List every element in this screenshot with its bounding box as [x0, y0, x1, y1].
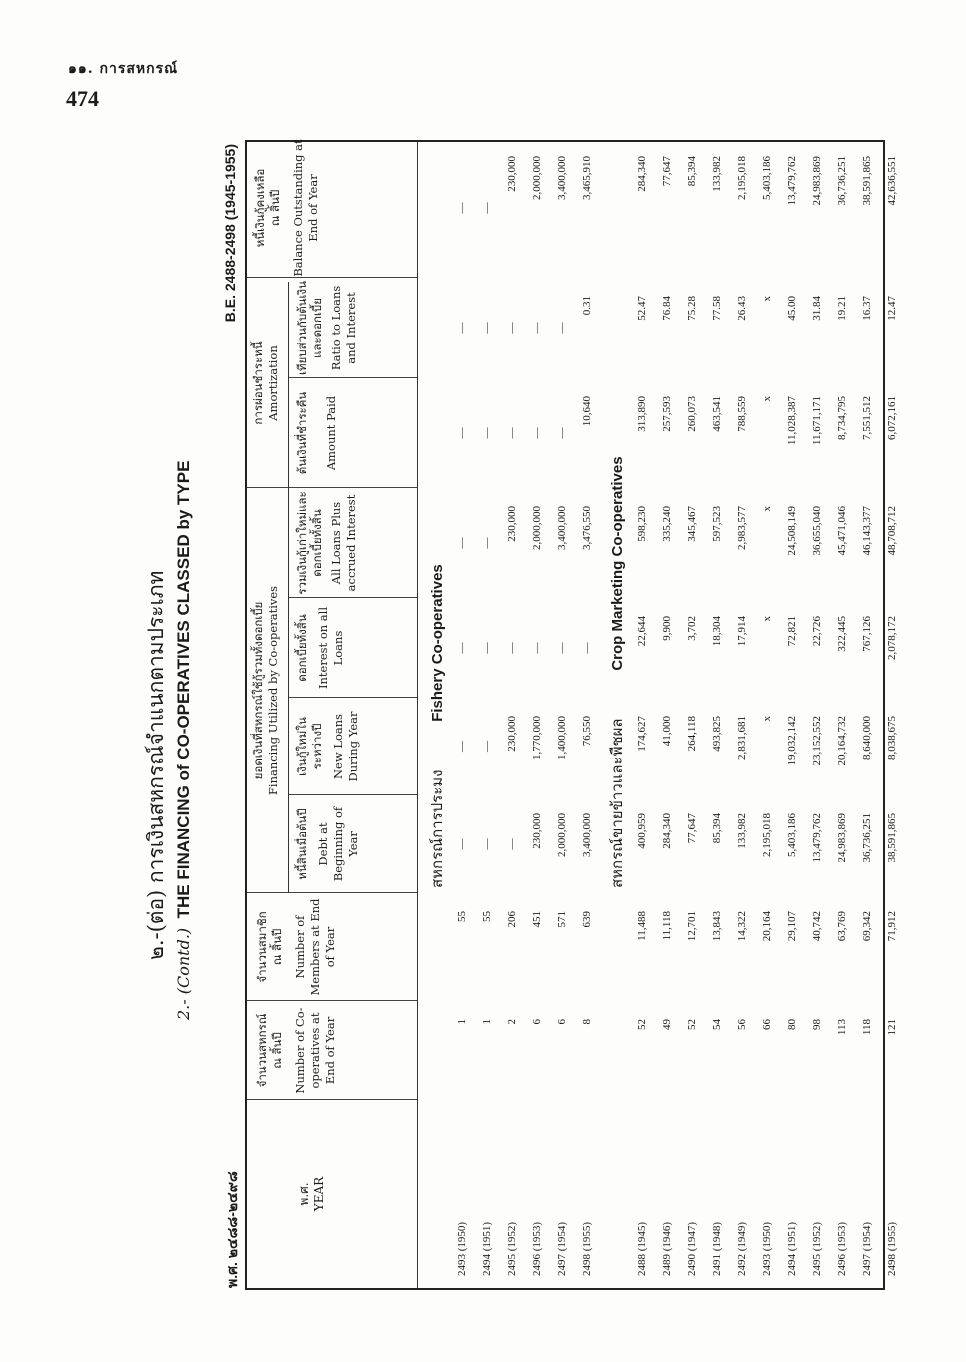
running-header: ๑๑. การสหกรณ์ — [68, 61, 179, 77]
cell-all: 230,000 — [506, 506, 518, 542]
cell-debt: 3,400,000 — [581, 813, 593, 857]
header-balance-th: หนี้เงินกู้คงเหลือ — [253, 168, 267, 248]
cell-members: 12,701 — [686, 911, 698, 942]
cell-ratio: 76.84 — [661, 296, 673, 321]
cell-coops: 66 — [761, 1019, 773, 1030]
cell-coops: 6 — [531, 1019, 543, 1025]
header-interest-th: ดอกเบี้ยทั้งสิ้น — [295, 614, 309, 682]
cell-all: 24,508,149 — [786, 506, 798, 556]
cell-interest: 17,914 — [736, 616, 748, 647]
cell-interest: — — [506, 642, 518, 654]
cell-year: 2488 (1945) — [636, 1221, 648, 1276]
header-coops-th: จำนวนสหกรณ์ — [255, 1013, 269, 1088]
cell-new: 23,152,552 — [811, 716, 823, 766]
section-heading — [425, 564, 449, 888]
cell-interest: 22,644 — [636, 616, 648, 647]
cell-new: 1,400,000 — [556, 716, 568, 760]
cell-all: 345,467 — [686, 506, 698, 542]
cell-coops: 113 — [836, 1019, 848, 1036]
cell-ratio: 16.37 — [861, 296, 873, 321]
cell-coops: 2 — [506, 1019, 518, 1025]
cell-debt: 36,736,251 — [861, 813, 873, 863]
cell-members: 40,742 — [811, 911, 823, 942]
cell-new: — — [456, 741, 468, 752]
header-ratio-en: Ratio to Loans and Interest — [329, 285, 358, 371]
header-ratio-th: เทียบส่วนกับต้นเงินและดอกเบี้ย — [295, 281, 324, 375]
cell-year: 2497 (1954) — [861, 1221, 873, 1276]
cell-new: 19,032,142 — [786, 716, 798, 766]
cell-year: 2491 (1948) — [711, 1221, 723, 1276]
cell-debt: — — [506, 838, 518, 850]
cell-year: 2498 (1955) — [886, 1221, 898, 1276]
cell-year: 2494 (1951) — [481, 1221, 493, 1276]
cell-paid: 6,072,161 — [886, 396, 898, 440]
cell-new: 264,118 — [686, 716, 698, 752]
cell-members: 29,107 — [786, 911, 798, 942]
header-balance-th2: ณ สิ้นปี — [268, 189, 282, 227]
cell-all: — — [481, 537, 493, 549]
cell-coops: 54 — [711, 1019, 723, 1030]
cell-balance: — — [456, 202, 468, 214]
cell-debt: — — [481, 838, 493, 850]
cell-members: 55 — [481, 911, 493, 922]
cell-interest: — — [481, 642, 493, 654]
cell-new: 8,038,675 — [886, 716, 898, 760]
cell-paid: — — [506, 427, 518, 439]
cell-new: 493,825 — [711, 716, 723, 752]
cell-balance: 5,403,186 — [761, 156, 773, 200]
cell-members: 11,488 — [636, 911, 648, 941]
cell-ratio: — — [456, 322, 468, 334]
cell-coops: 52 — [686, 1019, 698, 1030]
cell-interest: 22,726 — [811, 616, 823, 647]
cell-balance: 133,982 — [711, 156, 723, 192]
cell-interest: x — [761, 616, 773, 622]
cell-paid: — — [481, 427, 493, 439]
rotated-table-page — [140, 139, 898, 1290]
corner-right-label: B.E. 2488-2498 (1945-1955) — [222, 144, 238, 323]
header-financing-en: Financing Utilized by Co-operatives — [266, 585, 280, 796]
header-members-th2: ณ สิ้นปี — [270, 928, 284, 966]
cell-coops: 52 — [636, 1019, 648, 1030]
cell-year: 2495 (1952) — [811, 1221, 823, 1276]
cell-balance: 13,479,762 — [786, 156, 798, 206]
cell-new: 1,770,000 — [531, 716, 543, 760]
header-debt-th: หนี้สินเมื่อต้นปี — [295, 808, 309, 880]
cell-members: 11,118 — [661, 911, 673, 941]
cell-ratio: — — [531, 322, 543, 334]
cell-all: 597,523 — [711, 506, 723, 542]
cell-new: 20,164,732 — [836, 716, 848, 766]
cell-balance: 36,736,251 — [836, 156, 848, 206]
cell-members: 55 — [456, 911, 468, 922]
cell-paid: x — [761, 396, 773, 402]
cell-all: 335,240 — [661, 506, 673, 542]
cell-interest: 9,900 — [661, 616, 673, 641]
table-row — [501, 142, 525, 1288]
cell-balance: — — [481, 202, 493, 214]
corner-left-label: พ.ศ. ๒๔๘๘-๒๔๙๘ — [224, 1171, 240, 1288]
cell-new: 41,000 — [661, 716, 673, 747]
cell-new: 2,831,681 — [736, 716, 748, 760]
cell-new: 76,550 — [581, 716, 593, 747]
table-row — [781, 142, 805, 1288]
cell-ratio: 77.58 — [711, 296, 723, 321]
cell-ratio: 0.31 — [581, 296, 593, 316]
header-debt-en: Debt at Beginning of Year — [316, 806, 360, 882]
cell-all: 36,655,040 — [811, 506, 823, 556]
cell-interest: 322,445 — [836, 616, 848, 652]
header-allloans-en: All Loans Plus accrued Interest — [329, 494, 358, 592]
cell-all: 2,000,000 — [531, 506, 543, 550]
cell-balance: 3,400,000 — [556, 156, 568, 200]
cell-ratio: 26.43 — [736, 296, 748, 321]
table-row — [656, 142, 680, 1288]
cell-paid: 11,671,171 — [811, 396, 823, 446]
cell-all: 46,143,377 — [861, 506, 873, 556]
cell-new: 230,000 — [506, 716, 518, 752]
cell-year: 2494 (1951) — [786, 1221, 798, 1276]
title-prefix: 2.- (Contd.) — [174, 927, 193, 1020]
cell-paid: — — [456, 427, 468, 439]
cell-ratio: 45.00 — [786, 296, 798, 321]
cell-interest: 3,702 — [686, 616, 698, 641]
cell-debt: 284,340 — [661, 813, 673, 849]
cell-ratio: 75.28 — [686, 296, 698, 321]
cell-coops: 1 — [456, 1019, 468, 1025]
cell-balance: 3,465,910 — [581, 156, 593, 200]
cell-interest: — — [581, 642, 593, 654]
cell-new: — — [481, 741, 493, 752]
cell-coops: 8 — [581, 1019, 593, 1025]
cell-all: — — [456, 537, 468, 549]
cell-coops: 121 — [886, 1019, 898, 1036]
header-paid-th: ต้นเงินที่ชำระคืน — [295, 391, 309, 475]
cell-coops: 80 — [786, 1019, 798, 1030]
table-row — [451, 142, 475, 1288]
table-row — [731, 142, 755, 1288]
cell-interest: — — [531, 642, 543, 654]
cell-balance: 85,394 — [686, 156, 698, 187]
divider — [288, 282, 289, 893]
cell-debt: — — [456, 838, 468, 850]
header-allloans-th: รวมเงินกู้เก่าใหม่และดอกเบี้ยทั้งสิ้น — [295, 491, 324, 595]
cell-paid: 788,559 — [736, 396, 748, 432]
header-members-en: Number of Members at End of Year — [293, 898, 337, 996]
cell-debt: 2,000,000 — [556, 813, 568, 857]
cell-balance: 38,591,865 — [861, 156, 873, 206]
header-financing-th: ยอดเงินที่สหกรณ์ใช้กู้รวมทั้งดอกเบี้ย — [251, 601, 265, 780]
table-row — [831, 142, 855, 1288]
table-row — [551, 142, 575, 1288]
table-row — [681, 142, 705, 1288]
cell-coops: 6 — [556, 1019, 568, 1025]
header-coops-th2: ณ สิ้นปี — [270, 1032, 284, 1069]
cell-debt: 400,959 — [636, 813, 648, 849]
header-interest-en: Interest on all Loans — [316, 606, 345, 690]
table-row — [576, 142, 600, 1288]
cell-year: 2493 (1950) — [456, 1221, 468, 1276]
cell-paid: 260,073 — [686, 396, 698, 432]
cell-year: 2490 (1947) — [686, 1221, 698, 1276]
cell-all: x — [761, 506, 773, 512]
cell-debt: 2,195,018 — [761, 813, 773, 857]
cell-debt: 85,394 — [711, 813, 723, 844]
cell-ratio: 12.47 — [886, 296, 898, 321]
cell-interest: 72,821 — [786, 616, 798, 647]
cell-coops: 1 — [481, 1019, 493, 1025]
cell-year: 2495 (1952) — [506, 1221, 518, 1276]
header-balance-en: Balance Outstanding at End of Year — [291, 139, 320, 277]
cell-debt: 230,000 — [531, 813, 543, 849]
cell-coops: 56 — [736, 1019, 748, 1030]
cell-debt: 5,403,186 — [786, 813, 798, 857]
section-heading-en: Fishery Co-operatives — [429, 564, 446, 722]
cell-members: 206 — [506, 911, 518, 928]
table-row — [881, 142, 905, 1288]
cell-ratio: 19.21 — [836, 296, 848, 321]
table-row — [806, 142, 830, 1288]
header-members-th: จำนวนสมาชิก — [255, 911, 269, 983]
cell-year: 2489 (1946) — [661, 1221, 673, 1276]
cell-balance: 2,195,018 — [736, 156, 748, 200]
table-row — [856, 142, 880, 1288]
cell-year: 2496 (1953) — [531, 1221, 543, 1276]
cell-members: 71,912 — [886, 911, 898, 942]
cell-paid: 7,551,512 — [861, 396, 873, 440]
cell-coops: 118 — [861, 1019, 873, 1036]
cell-paid: 463,541 — [711, 396, 723, 432]
cell-debt: 38,591,865 — [886, 813, 898, 863]
table-row — [526, 142, 550, 1288]
section-heading-th: สหกรณ์การประมง — [428, 769, 446, 888]
cell-balance: 2,000,000 — [531, 156, 543, 200]
data-table — [245, 139, 898, 1290]
cell-ratio: x — [761, 296, 773, 302]
cell-members: 63,769 — [836, 911, 848, 942]
cell-paid: 11,028,387 — [786, 396, 798, 446]
cell-all: 45,471,046 — [836, 506, 848, 556]
cell-paid: — — [556, 427, 568, 439]
cell-new: 8,640,000 — [861, 716, 873, 760]
cell-balance: 230,000 — [506, 156, 518, 192]
page-number: 474 — [66, 86, 99, 111]
cell-ratio: — — [506, 322, 518, 334]
cell-new: x — [761, 716, 773, 722]
divider — [417, 142, 418, 1288]
header-amort-en: Amortization — [266, 345, 280, 421]
cell-members: 14,322 — [736, 911, 748, 942]
header-newloans-th: เงินกู้ใหม่ในระหว่างปี — [295, 717, 324, 776]
cell-balance: 24,983,869 — [811, 156, 823, 206]
cell-ratio: 31.84 — [811, 296, 823, 321]
header-amort-th: การผ่อนชำระหนี้ — [251, 341, 265, 425]
title-main: THE FINANCING of CO-OPERATIVES CLASSED by TYPE — [174, 460, 193, 919]
cell-paid: — — [531, 427, 543, 439]
cell-balance: 77,647 — [661, 156, 673, 187]
header-newloans-en: New Loans During Year — [331, 711, 360, 782]
cell-paid: 257,593 — [661, 396, 673, 432]
cell-all: 2,983,577 — [736, 506, 748, 550]
cell-ratio: 52.47 — [636, 296, 648, 321]
cell-interest: — — [556, 642, 568, 654]
cell-members: 69,342 — [861, 911, 873, 942]
title-english — [174, 461, 194, 1020]
cell-interest: 2,078,172 — [886, 616, 898, 660]
table-row — [756, 142, 780, 1288]
cell-members: 451 — [531, 911, 543, 928]
cell-interest: 18,304 — [711, 616, 723, 647]
cell-all: 598,230 — [636, 506, 648, 542]
cell-year: 2497 (1954) — [556, 1221, 568, 1276]
cell-coops: 49 — [661, 1019, 673, 1030]
header-coops-en: Number of Co-operatives at End of Year — [293, 1007, 337, 1094]
cell-new: 174,627 — [636, 716, 648, 752]
header-year-th: พ.ศ. — [297, 1182, 311, 1206]
cell-members: 20,164 — [761, 911, 773, 942]
table-row — [476, 142, 500, 1288]
table-row — [706, 142, 730, 1288]
cell-year: 2493 (1950) — [761, 1221, 773, 1276]
cell-interest: — — [456, 642, 468, 654]
cell-ratio: — — [481, 322, 493, 334]
cell-members: 13,843 — [711, 911, 723, 942]
cell-debt: 24,983,869 — [836, 813, 848, 863]
cell-coops: 98 — [811, 1019, 823, 1030]
cell-members: 639 — [581, 911, 593, 928]
section-heading — [605, 456, 629, 888]
table-row — [631, 142, 655, 1288]
cell-year: 2492 (1949) — [736, 1221, 748, 1276]
cell-debt: 13,479,762 — [811, 813, 823, 863]
cell-ratio: — — [556, 322, 568, 334]
cell-all: 3,476,550 — [581, 506, 593, 550]
cell-paid: 313,890 — [636, 396, 648, 432]
cell-all: 48,708,712 — [886, 506, 898, 556]
cell-debt: 133,982 — [736, 813, 748, 849]
cell-year: 2496 (1953) — [836, 1221, 848, 1276]
cell-paid: 10,640 — [581, 396, 593, 427]
cell-members: 571 — [556, 911, 568, 928]
cell-all: 3,400,000 — [556, 506, 568, 550]
section-heading-en: Crop Marketing Co-operatives — [609, 456, 626, 671]
cell-debt: 77,647 — [686, 813, 698, 844]
header-year-en: YEAR — [312, 1176, 326, 1212]
cell-year: 2498 (1955) — [581, 1221, 593, 1276]
cell-interest: 767,126 — [861, 616, 873, 652]
title-thai: ๒.-(ต่อ) การเงินสหกรณ์จำแนกตามประเภท — [144, 570, 168, 960]
section-heading-th: สหกรณ์ขายข้าวและพืชผล — [608, 718, 626, 888]
cell-balance: 42,636,551 — [886, 156, 898, 206]
cell-paid: 8,734,795 — [836, 396, 848, 440]
cell-balance: 284,340 — [636, 156, 648, 192]
header-paid-en: Amount Paid — [324, 395, 338, 471]
